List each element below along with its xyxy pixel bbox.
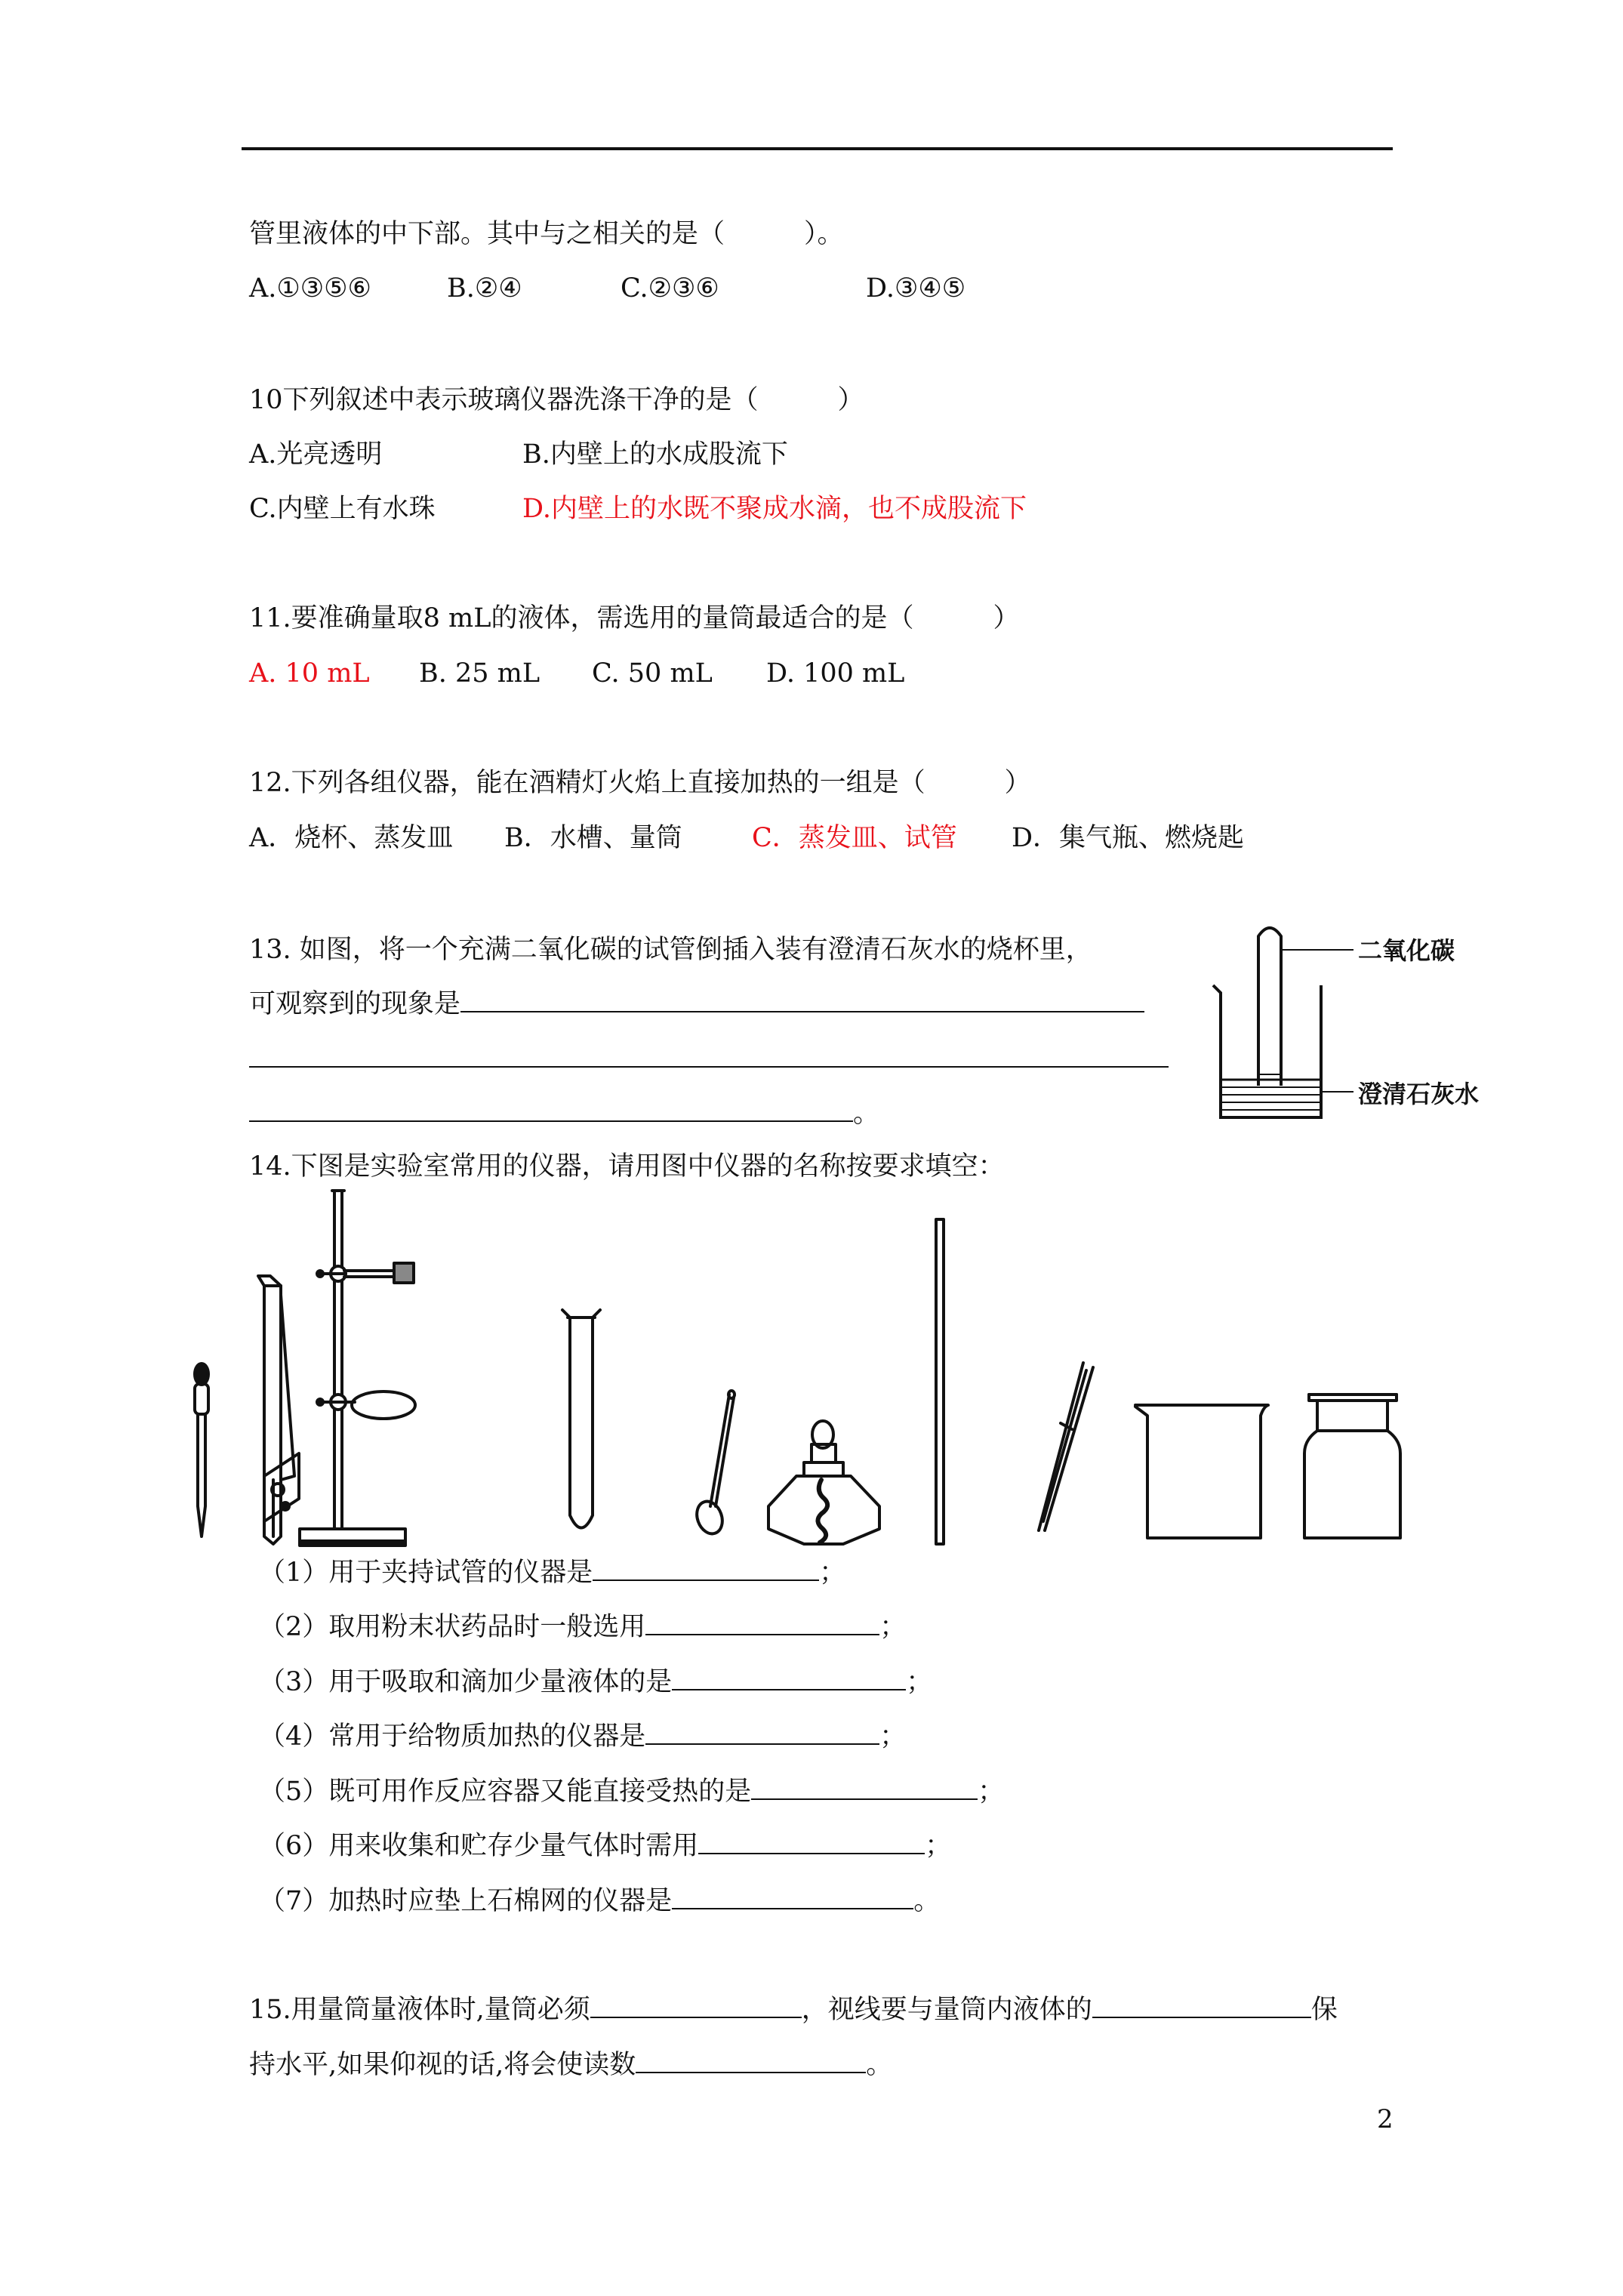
q11-option-b: B. 25 mL: [419, 658, 540, 689]
tweezers-icon: [1039, 1363, 1093, 1530]
q13-end-mark: 。: [853, 1099, 880, 1129]
q14-blank-2[interactable]: [645, 1608, 879, 1635]
test-tube-holder-icon: [258, 1276, 299, 1544]
q14-item-3-text: （3）用于吸取和滴加少量液体的是: [259, 1667, 673, 1697]
q12-option-a: A．烧杯、蒸发皿: [249, 823, 454, 853]
q9-continuation: 管里液体的中下部。其中与之相关的是（ ）。: [249, 219, 844, 249]
q14-blank-5[interactable]: [751, 1773, 978, 1800]
q12-option-c-answer: C．蒸发皿、试管: [752, 823, 957, 853]
q14-item-5: （5）既可用作反应容器又能直接受热的是 ；: [259, 1773, 1004, 1808]
q14-stem: 14.下图是实验室常用的仪器，请用图中仪器的名称按要求填空：: [249, 1151, 1005, 1182]
page-number: 2: [1377, 2104, 1394, 2134]
limewater-icon: [1221, 1080, 1321, 1110]
q14-blank-6[interactable]: [698, 1827, 925, 1854]
q11-option-c: C. 50 mL: [592, 658, 713, 689]
label-carbon-dioxide: 二氧化碳: [1358, 936, 1455, 965]
q13-answer-blank-3[interactable]: [249, 1095, 853, 1122]
q15-line1: [249, 1991, 1338, 2026]
q12-option-d: D．集气瓶、燃烧匙: [1012, 823, 1245, 853]
q13-answer-blank-2[interactable]: [249, 1066, 1169, 1068]
q10-option-d-answer: D.内壁上的水既不聚成水滴，也不成股流下: [522, 494, 1027, 524]
gas-bottle-icon: [1304, 1395, 1400, 1538]
q11-stem: 11.要准确量取8 mL的液体，需选用的量筒最适合的是（ ）: [249, 603, 1020, 633]
beaker-icon: [1213, 985, 1321, 1117]
co2-beaker-figure: [1204, 914, 1491, 1125]
q14-item-4: （4）常用于给物质加热的仪器是 ；: [259, 1718, 906, 1753]
beaker-icon: [1135, 1405, 1268, 1538]
medicine-spoon-icon: [692, 1391, 735, 1537]
q9-option-c: C.②③⑥: [621, 273, 719, 304]
q14-item-5-text: （5）既可用作反应容器又能直接受热的是: [259, 1777, 752, 1807]
q11-option-a-answer: A. 10 mL: [249, 658, 370, 689]
iron-stand-icon: [300, 1191, 415, 1546]
test-tube-icon: [562, 1310, 600, 1528]
glass-rod-icon: [936, 1219, 944, 1544]
q14-item-1-text: （1）用于夹持试管的仪器是: [259, 1558, 593, 1588]
q14-item-6-text: （6）用来收集和贮存少量气体时需用: [259, 1831, 699, 1861]
q10-option-c: C.内壁上有水珠: [249, 494, 436, 524]
alcohol-lamp-icon: [768, 1421, 879, 1544]
q15-part3: 保: [1310, 1995, 1338, 2025]
dropper-icon: [195, 1364, 208, 1536]
header-rule: [242, 147, 1393, 150]
q14-item-7-text: （7）加热时应垫上石棉网的仪器是: [259, 1886, 673, 1916]
q9-option-b: B.②④: [447, 273, 522, 304]
q13-prompt: 可观察到的现象是: [249, 989, 461, 1019]
q13-stem-line2: [249, 985, 1144, 1021]
q14-item-6: （6）用来收集和贮存少量气体时需用 ；: [259, 1827, 951, 1863]
q14-blank-3[interactable]: [672, 1663, 906, 1690]
q11-option-d: D. 100 mL: [766, 658, 905, 689]
q15-line2-text: 持水平,如果仰视的话,将会使读数: [249, 2050, 636, 2080]
q10-option-a: A.光亮透明: [249, 439, 383, 470]
q15-blank-2[interactable]: [1092, 1991, 1311, 2018]
q14-item-1: （1）用于夹持试管的仪器是 ；: [259, 1554, 845, 1589]
q14-blank-4[interactable]: [645, 1718, 879, 1745]
q15-blank-1[interactable]: [590, 1991, 802, 2018]
q13-stem-line4: [249, 1095, 879, 1130]
q10-stem: 10下列叙述中表示玻璃仪器洗涤干净的是（ ）: [249, 385, 864, 415]
q14-blank-7[interactable]: [672, 1882, 913, 1909]
q9-option-a: A.①③⑤⑥: [249, 273, 371, 304]
q15-blank-3[interactable]: [636, 2046, 866, 2073]
q14-item-4-text: （4）常用于给物质加热的仪器是: [259, 1721, 646, 1752]
q15-part1: 15.用量筒量液体时,量筒必须: [249, 1995, 590, 2025]
q14-item-7: （7）加热时应垫上石棉网的仪器是 。: [259, 1882, 940, 1918]
q13-stem-line1: 13. 如图，将一个充满二氧化碳的试管倒插入装有澄清石灰水的烧杯里，: [249, 935, 1092, 965]
q14-item-2: （2）取用粉末状药品时一般选用 ；: [259, 1608, 906, 1644]
q13-answer-blank-1[interactable]: [460, 985, 1144, 1012]
q15-line2: 持水平,如果仰视的话,将会使读数 。: [249, 2046, 892, 2082]
q14-blank-1[interactable]: [593, 1554, 819, 1581]
q12-stem: 12.下列各组仪器，能在酒精灯火焰上直接加热的一组是（ ）: [249, 768, 1031, 798]
inverted-test-tube-icon: [1258, 928, 1281, 1086]
q15-part2: ，视线要与量筒内液体的: [801, 1995, 1092, 2025]
q9-option-d: D.③④⑤: [866, 273, 966, 304]
q14-item-3: （3）用于吸取和滴加少量液体的是 ；: [259, 1663, 932, 1699]
lab-apparatus-figure: [189, 1189, 1412, 1552]
q10-option-b: B.内壁上的水成股流下: [522, 439, 788, 470]
label-limewater: 澄清石灰水: [1358, 1080, 1480, 1108]
q14-item-2-text: （2）取用粉末状药品时一般选用: [259, 1612, 646, 1642]
q12-option-b: B．水槽、量筒: [504, 823, 682, 853]
